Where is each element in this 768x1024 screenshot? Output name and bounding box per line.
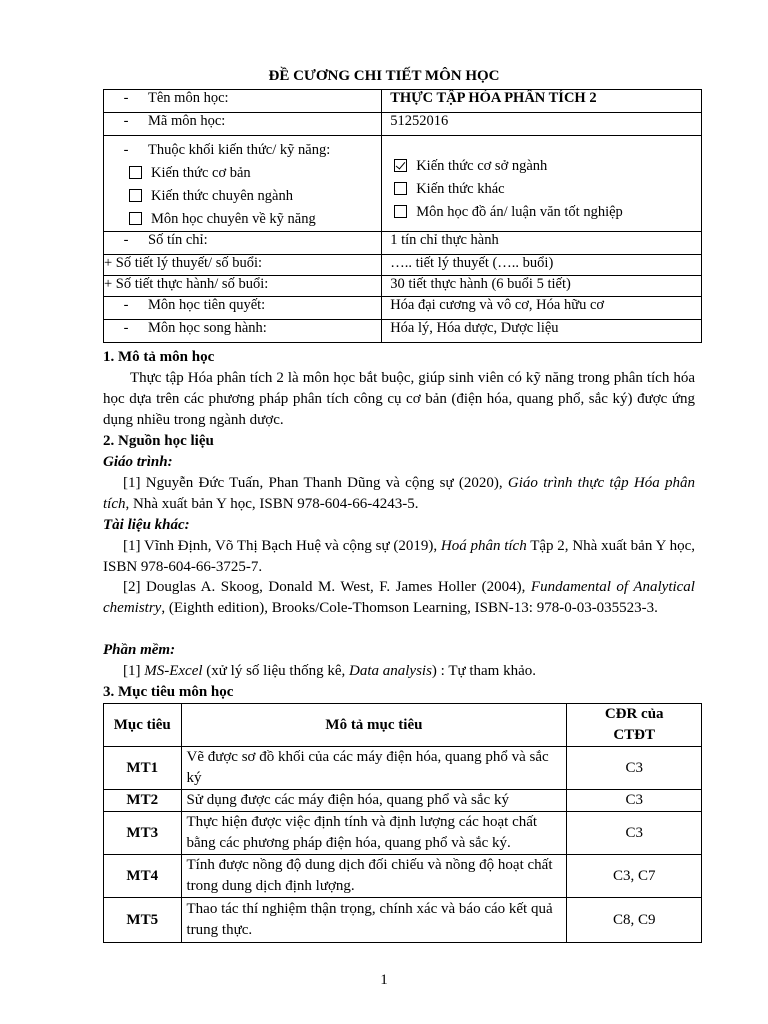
info-row-credits xyxy=(104,232,702,255)
checked-checkbox-icon xyxy=(394,159,407,172)
info-row-course-code xyxy=(104,113,702,136)
course-name-value: THỰC TẬP HÓA PHÂN TÍCH 2 xyxy=(382,90,702,113)
checkbox-label: Kiến thức chuyên ngành xyxy=(151,188,293,204)
course-name-label: Tên môn học: xyxy=(148,90,229,106)
ref-title: Hoá phân tích xyxy=(440,538,527,554)
dash: - xyxy=(123,320,129,336)
goal-cdr: C3 xyxy=(567,790,702,812)
course-code-label: Mã môn học: xyxy=(148,113,226,129)
theory-value: ….. tiết lý thuyết (….. buổi) xyxy=(382,255,702,276)
info-row-course-name xyxy=(104,90,702,113)
info-row-theory xyxy=(104,255,702,276)
ref-title: Fundamental of Analytical chemistry xyxy=(103,579,695,616)
ref-text: ) : Tự tham khảo. xyxy=(431,663,537,679)
checkbox-label: Môn học chuyên về kỹ năng xyxy=(151,211,316,227)
goal-cdr: C3 xyxy=(567,812,702,855)
checkbox-foundation xyxy=(394,155,701,178)
goals-table xyxy=(103,703,702,943)
checkbox-icon xyxy=(129,166,142,179)
theory-label: + Số tiết lý thuyết/ số buổi: xyxy=(104,255,382,276)
col-cdr-header: CĐR của CTĐT xyxy=(567,704,702,747)
prereq-value: Hóa đại cương và vô cơ, Hóa hữu cơ xyxy=(382,297,702,320)
col-desc-header: Mô tả mục tiêu xyxy=(181,704,567,747)
goal-id: MT1 xyxy=(104,747,182,790)
checkbox-icon xyxy=(129,212,142,225)
info-row-practice xyxy=(104,276,702,297)
checkbox-other xyxy=(394,178,701,201)
goal-cdr: C3, C7 xyxy=(567,855,702,898)
checkbox-label: Kiến thức cơ sở ngành xyxy=(416,158,548,174)
goal-desc: Vẽ được sơ đồ khối của các máy điện hóa, quang phổ và sắc ký xyxy=(181,747,567,790)
checkbox-thesis xyxy=(394,201,701,224)
checkbox-label: Kiến thức cơ bản xyxy=(151,165,251,181)
goals-header-row xyxy=(104,704,702,747)
other-ref-2 xyxy=(103,577,695,619)
ref-software: MS-Excel xyxy=(144,663,203,679)
table-row xyxy=(104,812,702,855)
goal-id: MT3 xyxy=(104,812,182,855)
dash: - xyxy=(123,113,129,129)
software-heading: Phần mềm: xyxy=(103,642,176,658)
dash: - xyxy=(123,142,129,158)
credits-value: 1 tín chỉ thực hành xyxy=(382,232,702,255)
col-goal-header: Mục tiêu xyxy=(104,704,182,747)
block-label: Thuộc khối kiến thức/ kỹ năng: xyxy=(148,142,331,158)
ref-publisher: , (Eighth edition), Brooks/Cole-Thomson Learning, ISBN-13: 978-0-03-035523-3. xyxy=(161,600,658,616)
checkbox-icon xyxy=(394,205,407,218)
ref-title: Giáo trình thực tập Hóa phân tích xyxy=(103,475,696,512)
info-row-parallel xyxy=(104,320,702,343)
dash: - xyxy=(123,90,129,106)
section1-paragraph: Thực tập Hóa phân tích 2 là môn học bắt buộc, giúp sinh viên có kỹ năng trong phân tích hóa học dựa trên các phương pháp phân tích công cụ cơ bản (điện hóa, quang phổ, sắc ký) được ứng dụng nhiều trong ngành dược. xyxy=(103,370,695,428)
table-row xyxy=(104,898,702,943)
course-info-table xyxy=(103,89,702,343)
ref-authors: [1] Nguyễn Đức Tuấn, Phan Thanh Dũng và cộng sự (2020), xyxy=(123,475,508,491)
document-title: ĐỀ CƯƠNG CHI TIẾT MÔN HỌC xyxy=(268,68,500,84)
info-row-knowledge-block xyxy=(104,136,702,232)
ref-text: (xử lý số liệu thống kê, xyxy=(202,663,349,679)
ref-publisher: Tập 2, Nhà xuất bản Y học, ISBN 978-604-66-3725-7. xyxy=(103,538,695,575)
course-code-value: 51252016 xyxy=(382,113,702,136)
software-ref-1 xyxy=(103,661,695,682)
credits-label: Số tín chỉ: xyxy=(148,232,208,248)
goal-desc: Sử dụng được các máy điện hóa, quang phổ và sắc ký xyxy=(181,790,567,812)
table-row xyxy=(104,790,702,812)
section1-heading: 1. Mô tả môn học xyxy=(103,349,215,365)
textbook-ref-1 xyxy=(103,473,695,515)
goal-cdr: C8, C9 xyxy=(567,898,702,943)
ref-number: [1] xyxy=(123,663,145,679)
goal-desc: Thực hiện được việc định tính và định lượng các hoạt chất bằng các phương pháp điện hóa, quang phổ và sắc ký. xyxy=(181,812,567,855)
practice-label: + Số tiết thực hành/ số buổi: xyxy=(104,276,382,297)
table-row xyxy=(104,855,702,898)
dash: - xyxy=(123,232,129,248)
checkbox-label: Kiến thức khác xyxy=(416,181,505,197)
ref-publisher: , Nhà xuất bản Y học, ISBN 978-604-66-4243-5. xyxy=(125,496,419,512)
other-ref-1 xyxy=(103,536,695,578)
practice-value: 30 tiết thực hành (6 buổi 5 tiết) xyxy=(382,276,702,297)
ref-authors: [1] Vĩnh Định, Võ Thị Bạch Huệ và cộng sự (2019), xyxy=(123,538,441,554)
textbook-heading: Giáo trình: xyxy=(103,454,173,470)
goal-cdr: C3 xyxy=(567,747,702,790)
info-row-prerequisite xyxy=(104,297,702,320)
goal-id: MT4 xyxy=(104,855,182,898)
checkbox-basic xyxy=(104,162,381,185)
checkbox-specialized xyxy=(104,185,381,208)
checkbox-icon xyxy=(394,182,407,195)
goal-desc: Tính được nồng độ dung dịch đối chiếu và nồng độ hoạt chất trong dung dịch định lượng. xyxy=(181,855,567,898)
parallel-value: Hóa lý, Hóa dược, Dược liệu xyxy=(382,320,702,343)
ref-authors: [2] Douglas A. Skoog, Donald M. West, F. James Holler (2004), xyxy=(123,579,531,595)
goal-id: MT5 xyxy=(104,898,182,943)
goal-desc: Thao tác thí nghiệm thận trọng, chính xác và báo cáo kết quả trung thực. xyxy=(181,898,567,943)
section2-heading: 2. Nguồn học liệu xyxy=(103,433,214,449)
other-materials-heading: Tài liệu khác: xyxy=(103,517,190,533)
checkbox-icon xyxy=(129,189,142,202)
section3-heading: 3. Mục tiêu môn học xyxy=(103,684,234,700)
checkbox-label: Môn học đồ án/ luận văn tốt nghiệp xyxy=(416,204,623,220)
table-row xyxy=(104,747,702,790)
prereq-label: Môn học tiên quyết: xyxy=(148,297,266,313)
dash: - xyxy=(123,297,129,313)
ref-tool: Data analysis xyxy=(349,663,432,679)
checkbox-skills xyxy=(104,208,381,231)
goal-id: MT2 xyxy=(104,790,182,812)
page-number: 1 xyxy=(380,972,388,988)
parallel-label: Môn học song hành: xyxy=(148,320,267,336)
